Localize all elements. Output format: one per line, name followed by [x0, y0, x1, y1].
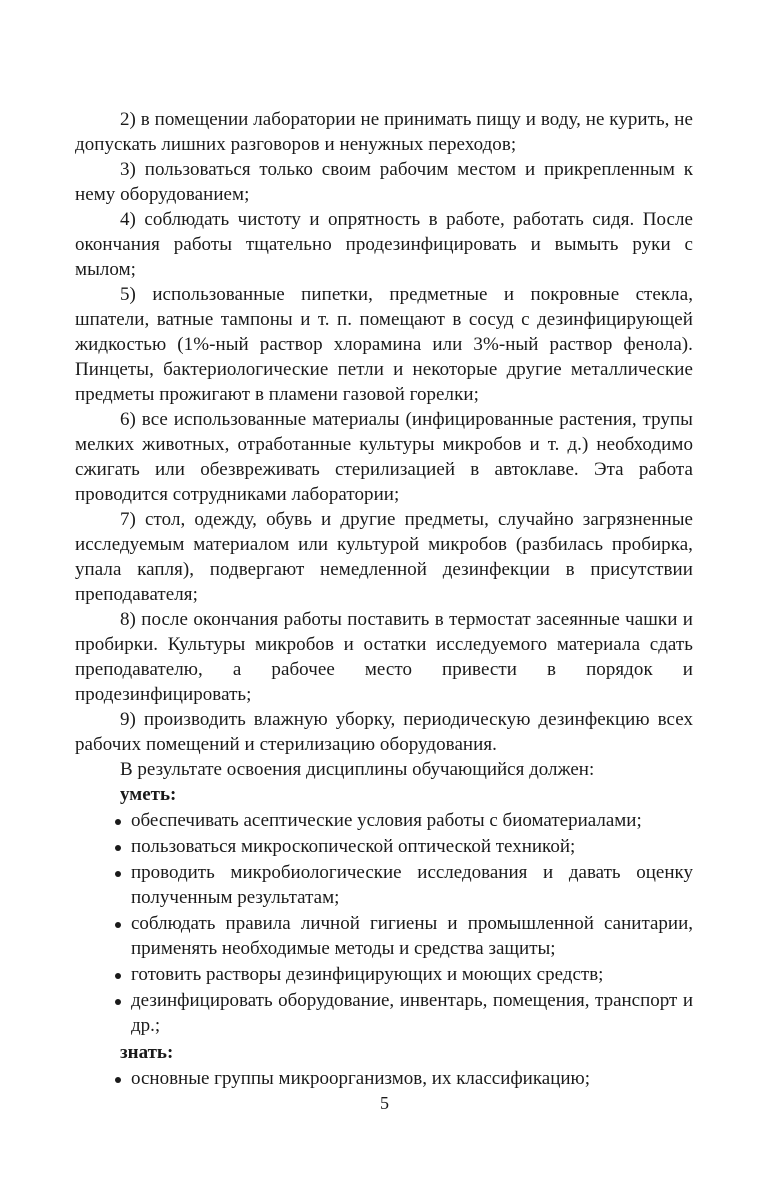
knowledge-list [75, 1066, 693, 1091]
paragraph-rule-5: 5) использованные пипетки, предметные и покровные стекла, шпатели, ватные тампоны и т. п. помещают в сосуд с дезинфицирующей жидкостью (1%-ный раствор хлорамина или 3%-ный раствор фенола). Пинцеты, бактериологические петли и некоторые другие металлические предметы прожигают в пламени газовой горелки; [75, 284, 693, 405]
skills-heading: уметь: [120, 784, 177, 805]
paragraph-rule-8: 8) после окончания работы поставить в термостат засеянные чашки и пробирки. Культуры микробов и остатки исследуемого материала сдать преподавателю, а рабочее место привести в порядок и продезинфицировать; [75, 609, 693, 705]
list-item: основные группы микроорганизмов, их классификацию; [75, 1066, 693, 1091]
list-item: дезинфицировать оборудование, инвентарь, помещения, транспорт и др.; [75, 988, 693, 1038]
paragraph-rule-3: 3) пользоваться только своим рабочим местом и прикрепленным к нему оборудованием; [75, 159, 693, 205]
list-item: проводить микробиологические исследования и давать оценку полученным результатам; [75, 860, 693, 910]
list-item: готовить растворы дезинфицирующих и моющих средств; [75, 962, 693, 987]
bullet-icon [115, 1077, 121, 1083]
list-item: обеспечивать асептические условия работы с биоматериалами; [75, 808, 693, 833]
paragraph-rule-7: 7) стол, одежду, обувь и другие предметы, случайно загрязненные исследуемым материалом или культурой микробов (разбилась пробирка, упала капля), подвергают немедленной дезинфекции в присутствии преподавателя; [75, 509, 693, 605]
bullet-icon [115, 922, 121, 928]
paragraph-rule-9: 9) производить влажную уборку, периодическую дезинфекцию всех рабочих помещений и стерилизацию оборудования. [75, 709, 693, 755]
page-number: 5 [380, 1093, 389, 1113]
bullet-icon [115, 973, 121, 979]
paragraph-rule-2: 2) в помещении лаборатории не принимать пищу и воду, не курить, не допускать лишних разговоров и ненужных переходов; [75, 109, 693, 155]
body-text [75, 107, 693, 1093]
bullet-icon [115, 845, 121, 851]
list-item: пользоваться микроскопической оптической техникой; [75, 834, 693, 859]
knowledge-heading: знать: [120, 1042, 174, 1063]
bullet-icon [115, 999, 121, 1005]
bullet-icon [115, 871, 121, 877]
list-item: соблюдать правила личной гигиены и промышленной санитарии, применять необходимые методы и средства защиты; [75, 911, 693, 961]
paragraph-rule-6: 6) все использованные материалы (инфицированные растения, трупы мелких животных, отработанные культуры микробов и т. д.) необходимо сжигать или обезвреживать стерилизацией в автоклаве. Эта работа проводится сотрудниками лаборатории; [75, 409, 693, 505]
skills-list [75, 808, 693, 1038]
bullet-icon [115, 819, 121, 825]
paragraph-rule-4: 4) соблюдать чистоту и опрятность в работе, работать сидя. После окончания работы тщательно продезинфицировать и вымыть руки с мылом; [75, 209, 693, 280]
intro-line: В результате освоения дисциплины обучающийся должен: [120, 759, 595, 780]
